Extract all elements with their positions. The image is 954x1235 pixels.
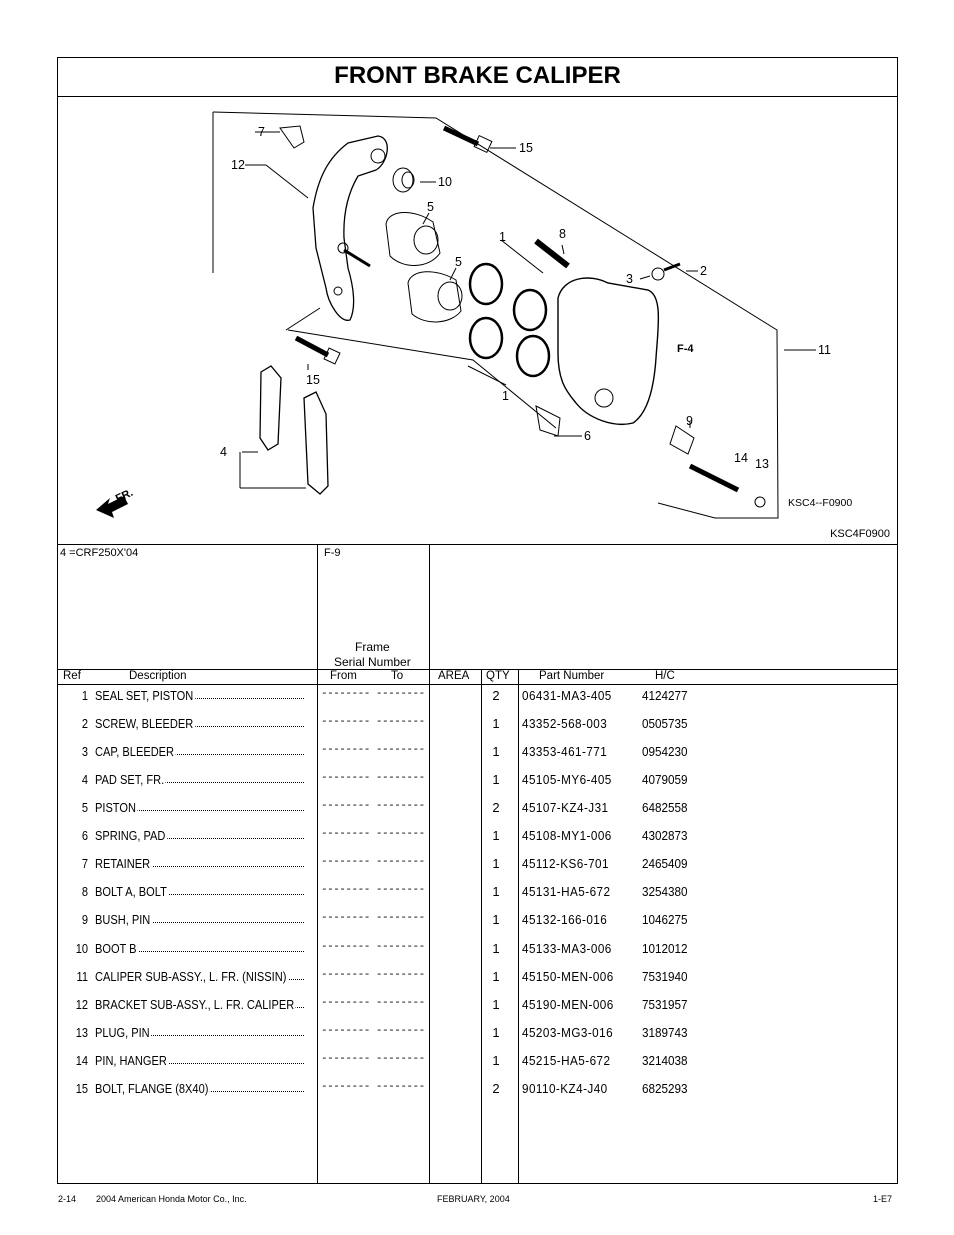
ref-number: 3 [81, 744, 88, 759]
description [95, 1081, 274, 1096]
header-to: To [391, 670, 404, 682]
hc-code: 4079059 [642, 772, 688, 787]
callout-label: 4 [220, 445, 227, 459]
description [95, 688, 274, 703]
part-number: 90110-KZ4-J40 [522, 1081, 608, 1096]
quantity: 1 [492, 969, 500, 984]
quantity: 2 [492, 1081, 500, 1096]
ref-number: 11 [76, 969, 88, 984]
description [95, 969, 287, 984]
description-text: BUSH, PIN [95, 912, 151, 927]
serial-range: -------- -------- [321, 856, 425, 868]
header-qty: QTY [486, 670, 510, 682]
table-row [0, 941, 954, 969]
description [95, 800, 274, 815]
part-number: 45107-KZ4-J31 [522, 800, 609, 815]
hc-code: 0505735 [642, 716, 688, 731]
header-ref: Ref [63, 670, 81, 682]
table-row [0, 856, 954, 884]
description-text: PIN, HANGER [95, 1053, 167, 1068]
part-number: 45150-MEN-006 [522, 969, 614, 984]
serial-range: -------- -------- [321, 800, 425, 812]
callout-label: 14 [734, 451, 748, 465]
serial-range: -------- -------- [321, 997, 425, 1009]
table-row [0, 772, 954, 800]
description-text: PAD SET, FR. [95, 772, 165, 787]
serial-range: -------- -------- [321, 772, 425, 784]
hc-code: 2465409 [642, 856, 688, 871]
callout-label: 10 [438, 175, 452, 189]
description [95, 772, 274, 787]
footer-section: 1-E7 [873, 1194, 893, 1204]
quantity: 1 [492, 997, 500, 1012]
hc-code: 4302873 [642, 828, 688, 843]
description-text: SEAL SET, PISTON [95, 688, 194, 703]
part-number: 45131-HA5-672 [522, 884, 611, 899]
description [95, 1053, 274, 1068]
divider [57, 684, 898, 685]
description-text: SCREW, BLEEDER [95, 716, 194, 731]
serial-range: -------- -------- [321, 1081, 425, 1093]
callout-label: 9 [686, 414, 693, 428]
callout-label: 5 [455, 255, 462, 269]
quantity: 1 [492, 1053, 500, 1068]
hc-code: 3214038 [642, 1053, 688, 1068]
description-text: BRACKET SUB-ASSY., L. FR. CALIPER [95, 997, 295, 1012]
exploded-diagram [58, 98, 897, 544]
description [95, 997, 295, 1012]
part-number: 45112-KS6-701 [522, 856, 609, 871]
hc-code: 1012012 [642, 941, 688, 956]
description [95, 856, 274, 871]
ref-number: 1 [81, 688, 88, 703]
serial-range: -------- -------- [321, 1025, 425, 1037]
applicability-note: 4 =CRF250X'04 [60, 547, 139, 559]
quantity: 1 [492, 912, 500, 927]
description [95, 744, 274, 759]
hc-code: 4124277 [642, 688, 688, 703]
serial-range: -------- -------- [321, 969, 425, 981]
hc-code: 7531957 [642, 997, 688, 1012]
quantity: 1 [492, 744, 500, 759]
quantity: 1 [492, 828, 500, 843]
part-number: 45132-166-016 [522, 912, 608, 927]
hc-code: 3254380 [642, 884, 688, 899]
description-text: RETAINER [95, 856, 151, 871]
header-description: Description [129, 670, 187, 682]
table-row [0, 997, 954, 1025]
table-row [0, 1081, 954, 1109]
table-row [0, 688, 954, 716]
serial-range: -------- -------- [321, 828, 425, 840]
front-arrow-icon [96, 487, 135, 518]
description [95, 884, 274, 899]
hc-code: 6482558 [642, 800, 688, 815]
callout-label: 8 [559, 227, 566, 241]
ref-number: 6 [81, 828, 88, 843]
part-number: 06431-MA3-405 [522, 688, 612, 703]
part-number: 45215-HA5-672 [522, 1053, 611, 1068]
callout-label: 5 [427, 200, 434, 214]
callout-label: 11 [818, 343, 831, 357]
table-row [0, 1053, 954, 1081]
header-hc: H/C [655, 670, 675, 682]
callout-label: F-4 [677, 343, 694, 355]
description [95, 941, 274, 956]
quantity: 1 [492, 884, 500, 899]
quantity: 1 [492, 856, 500, 871]
callout-label: 13 [755, 457, 769, 471]
footer-copyright: 2004 American Honda Motor Co., Inc. [96, 1194, 247, 1204]
description [95, 716, 274, 731]
footer-date: FEBRUARY, 2004 [437, 1194, 510, 1204]
table-row [0, 1025, 954, 1053]
description [95, 912, 274, 927]
table-row [0, 800, 954, 828]
serial-range: -------- -------- [321, 912, 425, 924]
hc-code: 6825293 [642, 1081, 688, 1096]
description [95, 828, 274, 843]
frame-label: Frame [355, 640, 390, 654]
serial-number-label: Serial Number [334, 655, 411, 669]
quantity: 1 [492, 1025, 500, 1040]
footer-page-number: 2-14 [58, 1194, 77, 1204]
serial-range: -------- -------- [321, 688, 425, 700]
description-text: PLUG, PIN [95, 1025, 150, 1040]
description [95, 1025, 274, 1040]
hc-code: 1046275 [642, 912, 688, 927]
callout-label: 3 [626, 272, 633, 286]
table-row [0, 744, 954, 772]
table-row [0, 828, 954, 856]
part-number: 43353-461-771 [522, 744, 608, 759]
figure-code: KSC4F0900 [830, 528, 890, 540]
description-text: SPRING, PAD [95, 828, 166, 843]
ref-number: 13 [75, 1025, 88, 1040]
quantity: 1 [492, 716, 500, 731]
callout-label: 2 [700, 264, 707, 278]
quantity: 2 [492, 688, 500, 703]
table-row [0, 884, 954, 912]
callout-label: 15 [306, 373, 320, 387]
figure-reference: F-9 [324, 547, 341, 559]
serial-range: -------- -------- [321, 744, 425, 756]
description-text: CAP, BLEEDER [95, 744, 175, 759]
callout-label: 1 [502, 389, 509, 403]
ref-number: 10 [75, 941, 88, 956]
page-title: FRONT BRAKE CALIPER [57, 57, 898, 97]
ref-number: 12 [75, 997, 88, 1012]
description-text: BOLT A, BOLT [95, 884, 167, 899]
callout-label: 7 [258, 125, 265, 139]
callout-label: 12 [231, 158, 245, 172]
ref-number: 5 [81, 800, 88, 815]
ref-number: 14 [75, 1053, 88, 1068]
diagram-inset-code: KSC4--F0900 [788, 497, 853, 509]
ref-number: 2 [81, 716, 88, 731]
header-part-number: Part Number [539, 670, 605, 682]
ref-number: 15 [75, 1081, 88, 1096]
divider [57, 544, 898, 545]
part-number: 45108-MY1-006 [522, 828, 612, 843]
header-from: From [330, 670, 357, 682]
description-text: BOOT B [95, 941, 137, 956]
quantity: 2 [492, 800, 500, 815]
ref-number: 8 [81, 884, 88, 899]
part-number: 43352-568-003 [522, 716, 608, 731]
serial-range: -------- -------- [321, 884, 425, 896]
callout-label: 1 [499, 230, 506, 244]
hc-code: 3189743 [642, 1025, 688, 1040]
hc-code: 7531940 [642, 969, 688, 984]
serial-range: -------- -------- [321, 1053, 425, 1065]
serial-range: -------- -------- [321, 716, 425, 728]
table-row [0, 912, 954, 940]
callout-label: 15 [519, 141, 533, 155]
table-row [0, 716, 954, 744]
table-row [0, 969, 954, 997]
part-number: 45105-MY6-405 [522, 772, 612, 787]
part-number: 45133-MA3-006 [522, 941, 612, 956]
header-area: AREA [438, 670, 470, 682]
description-text: PISTON [95, 800, 136, 815]
callout-label: 6 [584, 429, 591, 443]
ref-number: 4 [81, 772, 88, 787]
description-text: CALIPER SUB-ASSY., L. FR. (NISSIN) [95, 969, 287, 984]
description-text: BOLT, FLANGE (8X40) [95, 1081, 209, 1096]
quantity: 1 [492, 941, 500, 956]
part-number: 45190-MEN-006 [522, 997, 614, 1012]
serial-range: -------- -------- [321, 941, 425, 953]
hc-code: 0954230 [642, 744, 688, 759]
front-arrow-label: FR. [113, 486, 135, 506]
quantity: 1 [492, 772, 500, 787]
part-number: 45203-MG3-016 [522, 1025, 614, 1040]
ref-number: 7 [81, 856, 88, 871]
ref-number: 9 [81, 912, 88, 927]
